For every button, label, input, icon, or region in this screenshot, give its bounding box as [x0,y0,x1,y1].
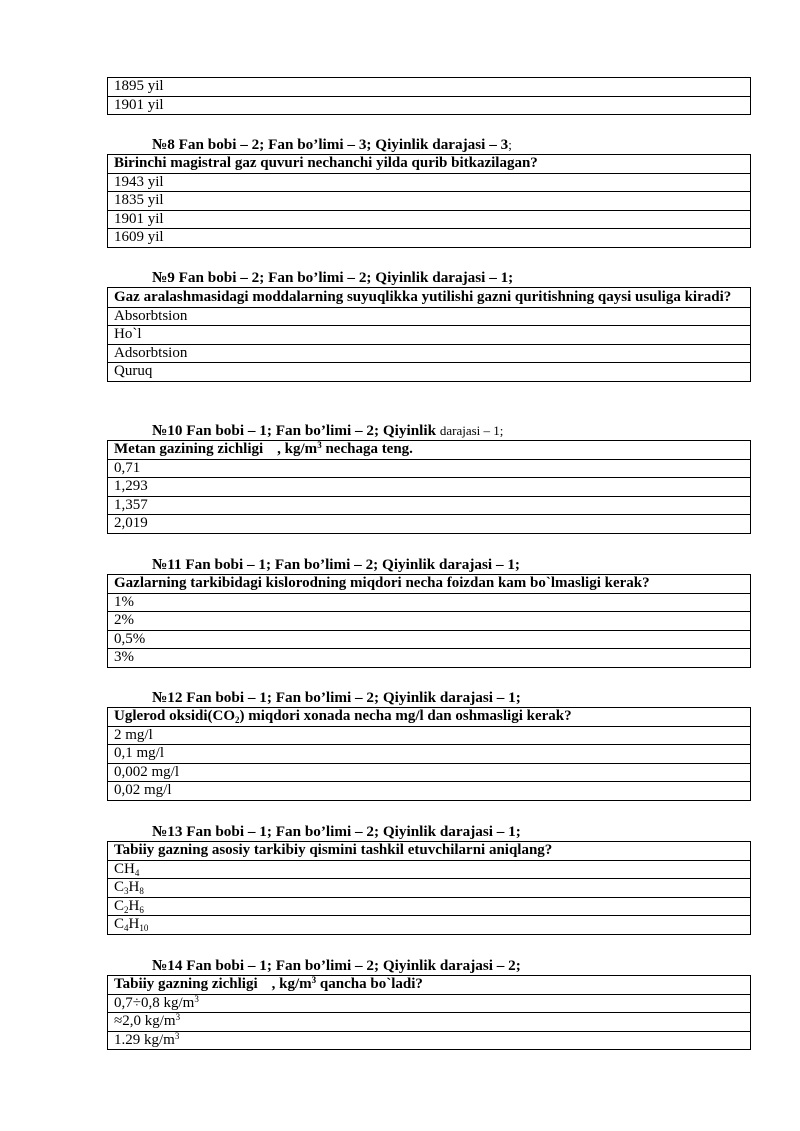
question-heading: №9 Fan bobi – 2; Fan bo’limi – 2; Qiyinlik darajasi – 1; [152,269,514,286]
answer-option: $CH_4$ [108,860,751,879]
question-text: Tabiiy gazning asosiy tarkibiy qismini tashkil etuvchilarni aniqlang? [108,842,751,861]
question-heading: №12 Fan bobi – 1; Fan bo’limi – 2; Qiyinlik darajasi – 1; [152,689,521,706]
question-text: Metan gazining zichligi , $kg/m^3$ nechaga teng. [108,441,751,460]
question-table [107,574,751,668]
answer-option: 1943 yil [108,173,751,192]
answer-table-continued [107,77,751,115]
answer-option: $C_2H_6$ [108,897,751,916]
question-heading: №13 Fan bobi – 1; Fan bo’limi – 2; Qiyinlik darajasi – 1; [152,823,521,840]
answer-option: Ho`l [108,326,751,345]
answer-option: Adsorbtsion [108,344,751,363]
answer-option: Absorbtsion [108,307,751,326]
answer-option: 0,5% [108,630,751,649]
answer-option: Quruq [108,363,751,382]
answer-option: $C_4H_{10}$ [108,916,751,935]
answer-option: 0,002 mg/l [108,763,751,782]
question-heading: №14 Fan bobi – 1; Fan bo’limi – 2; Qiyinlik darajasi – 2; [152,957,521,974]
answer-option: 1901 yil [108,96,751,115]
answer-option: 1.29 $kg/m^3$ [108,1031,751,1050]
question-table [107,154,751,248]
question-heading: №11 Fan bobi – 1; Fan bo’limi – 2; Qiyinlik darajasi – 1; [152,556,520,573]
answer-option: 1835 yil [108,192,751,211]
answer-option: 3% [108,649,751,668]
answer-option: 1% [108,593,751,612]
answer-option: 2,019 [108,515,751,534]
answer-option: 1895 yil [108,78,751,97]
answer-option: 2% [108,612,751,631]
answer-option: 0,7÷0,8 $kg/m^3$ [108,994,751,1013]
answer-option: 0,1 mg/l [108,745,751,764]
question-heading: №8 Fan bobi – 2; Fan bo’limi – 3; Qiyinlik darajasi – 3; [152,136,512,153]
answer-option: 1,293 [108,478,751,497]
answer-option: 0,02 mg/l [108,782,751,801]
answer-option: 0,71 [108,459,751,478]
question-table [107,707,751,801]
answer-option: $C_3H_8$ [108,879,751,898]
answer-option: 2 mg/l [108,726,751,745]
question-table [107,841,751,935]
question-text: Gazlarning tarkibidagi kislorodning miqdori necha foizdan kam bo`lmasligi kerak? [108,575,751,594]
answer-option: 1901 yil [108,210,751,229]
question-text: Birinchi magistral gaz quvuri nechanchi yilda qurib bitkazilagan? [108,155,751,174]
answer-option: 1609 yil [108,229,751,248]
question-heading: №10 Fan bobi – 1; Fan bo’limi – 2; Qiyinlik darajasi – 1; [152,422,504,439]
answer-option: 1,357 [108,496,751,515]
question-table [107,440,751,534]
question-text: Uglerod $oksidi(CO_2)$ miqdori xonada necha mg/l dan oshmasligi kerak? [108,708,751,727]
question-table [107,975,751,1050]
question-text: Tabiiy gazning zichligi , $kg/m^3$ qancha bo`ladi? [108,976,751,995]
question-text: Gaz aralashmasidagi moddalarning suyuqlikka yutilishi gazni quritishning qaysi usuliga kiradi? [108,288,751,308]
question-table [107,287,751,382]
answer-option: ≈2,0 $kg/m^3$ [108,1013,751,1032]
